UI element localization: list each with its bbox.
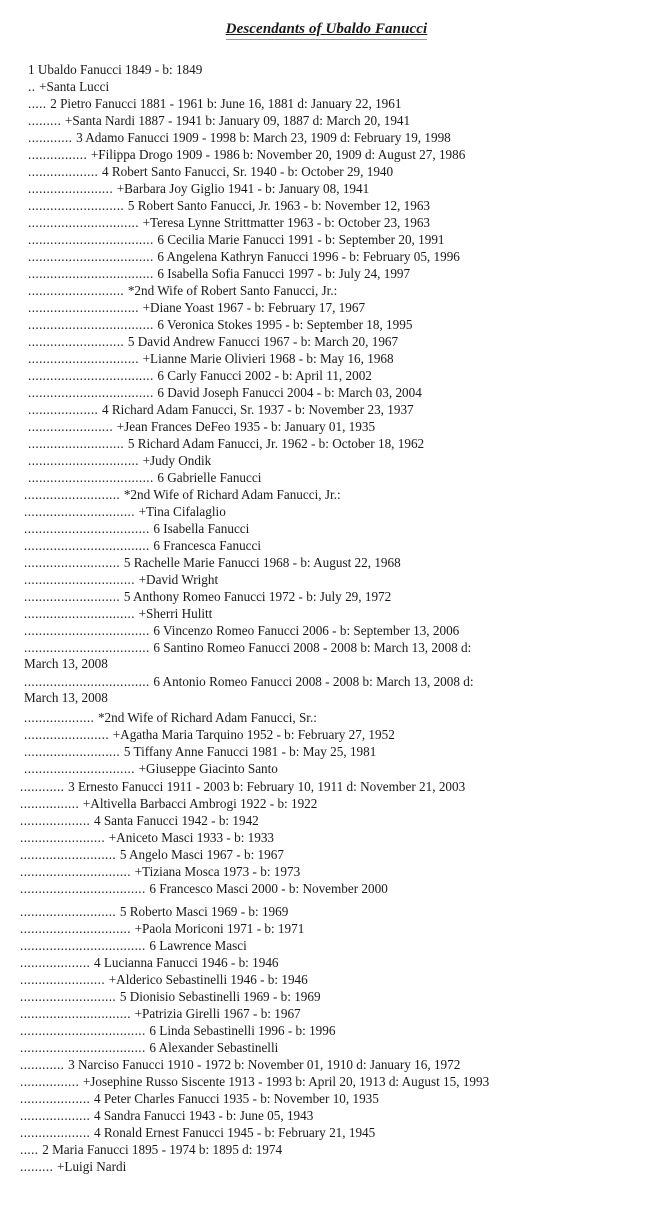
list-item: [20, 921, 304, 937]
list-item: [20, 864, 300, 880]
list-item: [20, 847, 284, 863]
indent-leader: ..........................: [24, 487, 124, 502]
entry-text: 6 Francesco Masci 2000 - b: November 2000: [149, 881, 388, 896]
indent-leader: ..............................: [20, 1006, 135, 1021]
list-item: [20, 1159, 126, 1175]
indent-leader: ..................................: [24, 521, 154, 536]
entry-text: 2 Maria Fanucci 1895 - 1974 b: 1895 d: 1974: [42, 1142, 283, 1157]
list-item: [28, 419, 375, 435]
indent-leader: ..................................: [20, 938, 150, 953]
list-item: [28, 368, 372, 384]
list-item: [28, 385, 422, 401]
entry-text: +Santa Lucci: [39, 79, 110, 94]
entry-text: 3 Narciso Fanucci 1910 - 1972 b: November 01, 1910 d: January 16, 1972: [68, 1057, 461, 1072]
entry-text: +Patrizia Girelli 1967 - b: 1967: [134, 1006, 301, 1021]
entry-text: 5 Tiffany Anne Fanucci 1981 - b: May 25, 1981: [123, 744, 377, 759]
entry-text: +Barbara Joy Giglio 1941 - b: January 08, 1941: [116, 181, 370, 196]
list-item: [20, 813, 259, 829]
list-item: [20, 1142, 282, 1158]
entry-text: 5 Rachelle Marie Fanucci 1968 - b: August 22, 1968: [123, 555, 401, 570]
list-item: [28, 96, 401, 112]
indent-leader: ..................................: [24, 674, 154, 689]
list-item: [20, 938, 247, 954]
indent-leader: ..................................: [28, 232, 158, 247]
list-item: [24, 623, 459, 639]
indent-leader: ..........................: [20, 847, 120, 862]
indent-leader: ..................................: [28, 249, 158, 264]
entry-text: 6 Santino Romeo Fanucci 2008 - 2008 b: March 13, 2008 d: March 13, 2008: [24, 640, 472, 671]
indent-leader: ............: [20, 1057, 69, 1072]
indent-leader: ..................................: [20, 1023, 150, 1038]
entry-text: +Lianne Marie Olivieri 1968 - b: May 16, 1968: [142, 351, 394, 366]
indent-leader: ...................: [20, 1125, 94, 1140]
indent-leader: ..........................: [28, 283, 128, 298]
list-item: [28, 470, 261, 486]
indent-leader: ..............................: [24, 572, 139, 587]
entry-text: 6 Angelena Kathryn Fanucci 1996 - b: February 05, 1996: [157, 249, 460, 264]
entry-text: 6 Vincenzo Romeo Fanucci 2006 - b: September 13, 2006: [153, 623, 460, 638]
indent-leader: ..............................: [24, 761, 139, 776]
indent-leader: ..........................: [24, 555, 124, 570]
entry-text: 4 Sandra Fanucci 1943 - b: June 05, 1943: [93, 1108, 314, 1123]
indent-leader: ..............................: [28, 215, 143, 230]
entry-text: +Tiziana Mosca 1973 - b: 1973: [134, 864, 301, 879]
list-item: [20, 1006, 301, 1022]
entry-text: 5 Roberto Masci 1969 - b: 1969: [119, 904, 289, 919]
indent-leader: ...................: [28, 402, 102, 417]
indent-leader: ..................................: [28, 266, 158, 281]
entry-text: +Paola Moriconi 1971 - b: 1971: [134, 921, 305, 936]
list-item: [20, 779, 465, 795]
indent-leader: ..........................: [28, 334, 128, 349]
indent-leader: ..............................: [28, 300, 143, 315]
list-item: [28, 351, 394, 367]
list-item: [24, 640, 494, 672]
list-item: [24, 744, 376, 760]
list-item: [28, 334, 398, 350]
indent-leader: ..........................: [24, 589, 124, 604]
indent-leader: .......................: [20, 972, 109, 987]
list-item: [24, 606, 212, 622]
indent-leader: ...................: [20, 1108, 94, 1123]
entry-text: 4 Lucianna Fanucci 1946 - b: 1946: [93, 955, 279, 970]
indent-leader: ..................................: [28, 317, 158, 332]
indent-leader: ..........................: [24, 744, 124, 759]
indent-leader: ..........................: [20, 989, 120, 1004]
list-item: [28, 283, 337, 299]
indent-leader: ..........................: [28, 436, 128, 451]
list-item: [24, 589, 391, 605]
indent-leader: ..........................: [20, 904, 120, 919]
list-item: [28, 249, 460, 265]
entry-text: 2 Pietro Fanucci 1881 - 1961 b: June 16, 1881 d: January 22, 1961: [50, 96, 402, 111]
entry-text: *2nd Wife of Richard Adam Fanucci, Jr.:: [123, 487, 341, 502]
entry-text: +David Wright: [138, 572, 219, 587]
entry-text: 5 Robert Santo Fanucci, Jr. 1963 - b: November 12, 1963: [127, 198, 431, 213]
indent-leader: ...................: [20, 813, 94, 828]
entry-text: 6 Linda Sebastinelli 1996 - b: 1996: [149, 1023, 336, 1038]
entry-text: 5 David Andrew Fanucci 1967 - b: March 20, 1967: [127, 334, 399, 349]
entry-text: +Agatha Maria Tarquino 1952 - b: February 27, 1952: [112, 727, 395, 742]
list-item: [28, 436, 424, 452]
list-item: [24, 521, 249, 537]
list-item: [24, 555, 401, 571]
document-header: [0, 20, 653, 40]
list-item: [20, 830, 274, 846]
list-item: [20, 881, 388, 897]
list-item: [28, 198, 430, 214]
entry-text: 6 Lawrence Masci: [149, 938, 247, 953]
entry-text: +Aniceto Masci 1933 - b: 1933: [108, 830, 275, 845]
indent-leader: ...................: [20, 955, 94, 970]
entry-text: 5 Angelo Masci 1967 - b: 1967: [119, 847, 284, 862]
indent-leader: ..: [28, 79, 40, 94]
entry-text: 4 Peter Charles Fanucci 1935 - b: November 10, 1935: [93, 1091, 379, 1106]
list-item: [24, 674, 494, 706]
list-item: [28, 113, 410, 129]
entry-text: +Diane Yoast 1967 - b: February 17, 1967: [142, 300, 366, 315]
list-item: [28, 215, 430, 231]
entry-text: +Jean Frances DeFeo 1935 - b: January 01, 1935: [116, 419, 376, 434]
indent-leader: ..................................: [20, 881, 150, 896]
indent-leader: .......................: [20, 830, 109, 845]
indent-leader: ..................................: [28, 368, 158, 383]
list-item: [20, 955, 279, 971]
indent-leader: ..............................: [20, 921, 135, 936]
list-item: [20, 1125, 375, 1141]
list-item: [28, 402, 414, 418]
indent-leader: ................: [20, 796, 83, 811]
indent-leader: ..........................: [28, 198, 128, 213]
indent-leader: .........: [20, 1159, 57, 1174]
list-item: [20, 1023, 335, 1039]
entry-text: 3 Ernesto Fanucci 1911 - 2003 b: February 10, 1911 d: November 21, 2003: [68, 779, 466, 794]
entry-text: 6 Isabella Sofia Fanucci 1997 - b: July 24, 1997: [157, 266, 411, 281]
indent-leader: ...................: [28, 164, 102, 179]
list-item: [28, 300, 365, 316]
list-item: [28, 232, 445, 248]
indent-leader: ..................................: [28, 470, 158, 485]
indent-leader: .....: [20, 1142, 43, 1157]
entry-text: 4 Santa Fanucci 1942 - b: 1942: [93, 813, 259, 828]
entry-text: +Josephine Russo Siscente 1913 - 1993 b: April 20, 1913 d: August 15, 1993: [82, 1074, 490, 1089]
entry-text: 6 David Joseph Fanucci 2004 - b: March 03, 2004: [157, 385, 422, 400]
list-item: [20, 1057, 460, 1073]
entry-text: 4 Ronald Ernest Fanucci 1945 - b: February 21, 1945: [93, 1125, 376, 1140]
entry-text: 4 Richard Adam Fanucci, Sr. 1937 - b: November 23, 1937: [101, 402, 414, 417]
list-item: [28, 130, 451, 146]
entry-text: *2nd Wife of Robert Santo Fanucci, Jr.:: [127, 283, 338, 298]
entry-text: 6 Alexander Sebastinelli: [149, 1040, 279, 1055]
entry-text: 5 Richard Adam Fanucci, Jr. 1962 - b: October 18, 1962: [127, 436, 425, 451]
document-title: Descendants of Ubaldo Fanucci: [226, 21, 428, 40]
list-item: [24, 727, 395, 743]
indent-leader: ................: [20, 1074, 83, 1089]
list-item: [20, 1091, 379, 1107]
indent-leader: ..............................: [24, 606, 139, 621]
indent-leader: .......................: [24, 727, 113, 742]
indent-leader: ..................................: [28, 385, 158, 400]
list-item: [20, 796, 317, 812]
indent-leader: ..................................: [20, 1040, 150, 1055]
list-item: [20, 1074, 489, 1090]
entry-text: 5 Anthony Romeo Fanucci 1972 - b: July 29, 1972: [123, 589, 392, 604]
list-item: [28, 164, 393, 180]
entry-text: 6 Isabella Fanucci: [153, 521, 250, 536]
indent-leader: ................: [28, 147, 91, 162]
entry-text: +Tina Cifalaglio: [138, 504, 226, 519]
entry-text: 5 Dionisio Sebastinelli 1969 - b: 1969: [119, 989, 321, 1004]
list-item: [28, 79, 109, 95]
entry-text: 4 Robert Santo Fanucci, Sr. 1940 - b: October 29, 1940: [101, 164, 394, 179]
entry-text: 6 Francesca Fanucci: [153, 538, 262, 553]
list-item: [28, 317, 412, 333]
list-item: [20, 1108, 313, 1124]
list-item: [28, 266, 410, 282]
indent-leader: ..............................: [28, 351, 143, 366]
indent-leader: ...................: [24, 710, 98, 725]
list-item: [24, 761, 278, 777]
indent-leader: .....: [28, 96, 51, 111]
entry-text: 3 Adamo Fanucci 1909 - 1998 b: March 23, 1909 d: February 19, 1998: [76, 130, 451, 145]
entry-text: +Sherri Hulitt: [138, 606, 213, 621]
indent-leader: .......................: [28, 419, 117, 434]
list-item: [20, 972, 308, 988]
entry-text: 6 Cecilia Marie Fanucci 1991 - b: September 20, 1991: [157, 232, 445, 247]
entry-text: +Luigi Nardi: [56, 1159, 127, 1174]
indent-leader: ............: [28, 130, 77, 145]
entry-text: 6 Carly Fanucci 2002 - b: April 11, 2002: [157, 368, 372, 383]
entry-text: 1 Ubaldo Fanucci 1849 - b: 1849: [28, 62, 203, 77]
list-item: [28, 181, 369, 197]
entry-text: +Teresa Lynne Strittmatter 1963 - b: October 23, 1963: [142, 215, 431, 230]
indent-leader: ..................................: [24, 640, 154, 655]
indent-leader: ..................................: [24, 623, 154, 638]
indent-leader: ..............................: [28, 453, 143, 468]
entry-text: +Giuseppe Giacinto Santo: [138, 761, 278, 776]
entry-text: 6 Veronica Stokes 1995 - b: September 18, 1995: [157, 317, 413, 332]
entry-text: 6 Gabrielle Fanucci: [157, 470, 262, 485]
list-item: [24, 487, 341, 503]
list-item: [24, 538, 261, 554]
indent-leader: ...................: [20, 1091, 94, 1106]
list-item: [24, 504, 226, 520]
entry-text: +Altivella Barbacci Ambrogi 1922 - b: 1922: [82, 796, 318, 811]
list-item: [20, 989, 321, 1005]
indent-leader: ..............................: [20, 864, 135, 879]
indent-leader: .........: [28, 113, 65, 128]
list-item: [24, 572, 218, 588]
indent-leader: ..................................: [24, 538, 154, 553]
indent-leader: ..............................: [24, 504, 139, 519]
list-item: [28, 147, 465, 163]
list-item: [20, 904, 288, 920]
list-item: [20, 1040, 278, 1056]
entry-text: 6 Antonio Romeo Fanucci 2008 - 2008 b: March 13, 2008 d: March 13, 2008: [24, 674, 474, 705]
entry-text: +Filippa Drogo 1909 - 1986 b: November 20, 1909 d: August 27, 1986: [90, 147, 466, 162]
indent-leader: ............: [20, 779, 69, 794]
list-item: [28, 453, 211, 469]
list-item: [28, 62, 202, 78]
indent-leader: .......................: [28, 181, 117, 196]
entry-text: *2nd Wife of Richard Adam Fanucci, Sr.:: [97, 710, 317, 725]
entry-text: +Judy Ondik: [142, 453, 212, 468]
list-item: [24, 710, 317, 726]
entry-text: +Santa Nardi 1887 - 1941 b: January 09, 1887 d: March 20, 1941: [64, 113, 411, 128]
entry-text: +Alderico Sebastinelli 1946 - b: 1946: [108, 972, 308, 987]
